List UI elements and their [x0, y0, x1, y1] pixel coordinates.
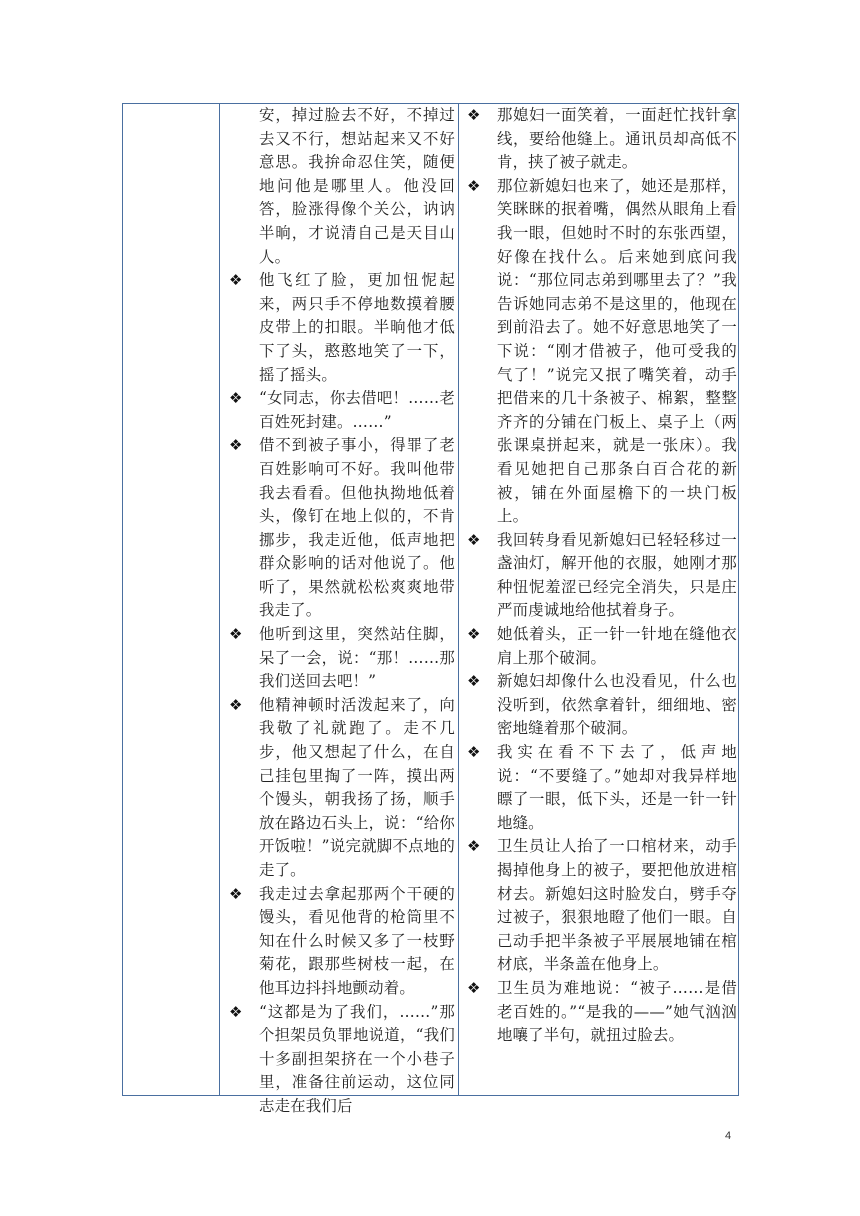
bullet-icon: ❖	[467, 530, 481, 549]
bullet-icon: ❖	[229, 436, 243, 455]
page-number: 4	[725, 1130, 732, 1142]
content-table	[122, 103, 739, 1115]
list-item	[227, 1001, 455, 1119]
list-item-text: 她低着头，正一针一针地在缝他衣肩上那个破洞。	[497, 625, 737, 667]
bullet-icon: ❖	[467, 837, 481, 856]
list-item	[227, 387, 455, 434]
bullet-icon: ❖	[467, 743, 481, 762]
list-item-text: 我实在看不下去了，低声地说：“不要缝了。”她却对我异样地瞟了一眼，低下头，还是一针一针地缝。	[497, 743, 737, 832]
list-item	[465, 835, 737, 977]
list-item-text: 借不到被子事小，得罪了老百姓影响可不好。我叫他带我去看看。但他执拗地低着头，像钉在地上似的，不肯挪步，我走近他，低声地把群众影响的话对他说了。他听了，果然就松松爽爽地带我走了。	[259, 436, 455, 620]
list-item	[227, 883, 455, 1001]
bullet-icon: ❖	[467, 106, 481, 124]
list-item	[465, 670, 737, 741]
list-item	[227, 694, 455, 883]
continuation-paragraph	[227, 104, 455, 269]
bullet-icon: ❖	[467, 176, 481, 195]
list-item-text: 我回转身看见新媳妇已轻轻移过一盏油灯，解开他的衣服，她刚才那种忸怩羞涩已经完全消失，只是庄严而虔诚地给他拭着身子。	[497, 530, 737, 620]
list-item-text: 新媳妇却像什么也没看见，什么也没听到，依然拿着针，细细地、密密地缝着那个破洞。	[497, 672, 737, 738]
bullet-icon: ❖	[229, 625, 243, 644]
bullet-icon: ❖	[229, 884, 243, 903]
list-item-text: “这都是为了我们，……”那个担架员负罪地说道，“我们十多副担架挤在一个小巷子里，准备往前运动，这位同志走在我们后	[259, 1002, 455, 1115]
continuation-text: 安，掉过脸去不好，不掉过去又不行，想站起来又不好意思。我拚命忍住笑，随便地问他是哪里人。他没回答，脸涨得像个关公，讷讷半晌，才说清自己是天目山人。	[259, 106, 455, 266]
list-item-text: 那媳妇一面笑着，一面赶忙找针拿线，要给他缝上。通讯员却高低不肯，挟了被子就走。	[497, 106, 737, 172]
list-item-text: 卫生员让人抬了一口棺材来，动手揭掉他身上的被子，要把他放进棺材去。新媳妇这时脸发白，劈手夺过被子，狠狠地瞪了他们一眼。自己动手把半条被子平展展地铺在棺材底，半条盖在他身上。	[497, 837, 737, 974]
list-item-text: 他飞红了脸，更加忸怩起来，两只手不停地数摸着腰皮带上的扣眼。半晌他才低下了头，憨憨地笑了一下，摇了摇头。	[259, 271, 455, 384]
list-item	[227, 269, 455, 387]
bullet-icon: ❖	[229, 271, 243, 290]
list-item-text: 他听到这里，突然站住脚，呆了一会，说：“那！……那我们送回去吧！”	[259, 625, 455, 691]
right-column	[465, 104, 737, 1048]
bullet-icon: ❖	[467, 978, 481, 997]
middle-column	[227, 104, 455, 1119]
column-divider-left	[219, 104, 220, 1095]
list-item	[227, 623, 455, 694]
list-item	[465, 104, 737, 175]
bullet-icon: ❖	[229, 695, 243, 714]
list-item-text: 他精神顿时活泼起来了，向我敬了礼就跑了。走不几步，他又想起了什么，在自己挂包里掏了一阵，摸出两个馒头，朝我扬了扬，顺手放在路边石头上，说：“给你开饭啦！”说完就脚不点地的走了。	[259, 695, 455, 879]
list-item	[465, 623, 737, 670]
bullet-icon: ❖	[467, 625, 481, 644]
list-item	[465, 741, 737, 835]
list-item-text: “女同志，你去借吧！……老百姓死封建。……”	[259, 389, 455, 431]
list-item-text: 那位新媳妇也来了，她还是那样，笑眯眯的抿着嘴，偶然从眼角上看我一眼，但她时不时的东张西望，好像在找什么。后来她到底问我说：“那位同志弟到哪里去了？”我告诉她同志弟不是这里的，他现在到前沿去了。她不好意思地笑了一下说：“刚才借被子，他可受我的气了！”说完又抿了嘴笑着，动手把借来的几十条被子、棉絮，整整齐齐的分铺在门板上、桌子上（两张课桌拼起来，就是一张床）。我看见她把自己那条白百合花的新被，铺在外面屋檐下的一块门板上。	[497, 176, 737, 526]
list-item	[465, 977, 737, 1048]
list-item-text: 我走过去拿起那两个干硬的馒头，看见他背的枪筒里不知在什么时候又多了一枝野菊花，跟那些树枝一起，在他耳边抖抖地颤动着。	[259, 884, 455, 997]
list-item	[227, 434, 455, 623]
list-item	[465, 529, 737, 623]
bullet-icon: ❖	[467, 672, 481, 691]
list-item-text: 卫生员为难地说：“被子……是借老百姓的。”“是我的——”她气汹汹地嚷了半句，就扭过脸去。	[497, 978, 737, 1045]
list-item	[465, 175, 737, 529]
column-divider-right	[458, 104, 459, 1095]
bullet-icon: ❖	[229, 1002, 243, 1021]
bullet-icon: ❖	[229, 389, 243, 408]
